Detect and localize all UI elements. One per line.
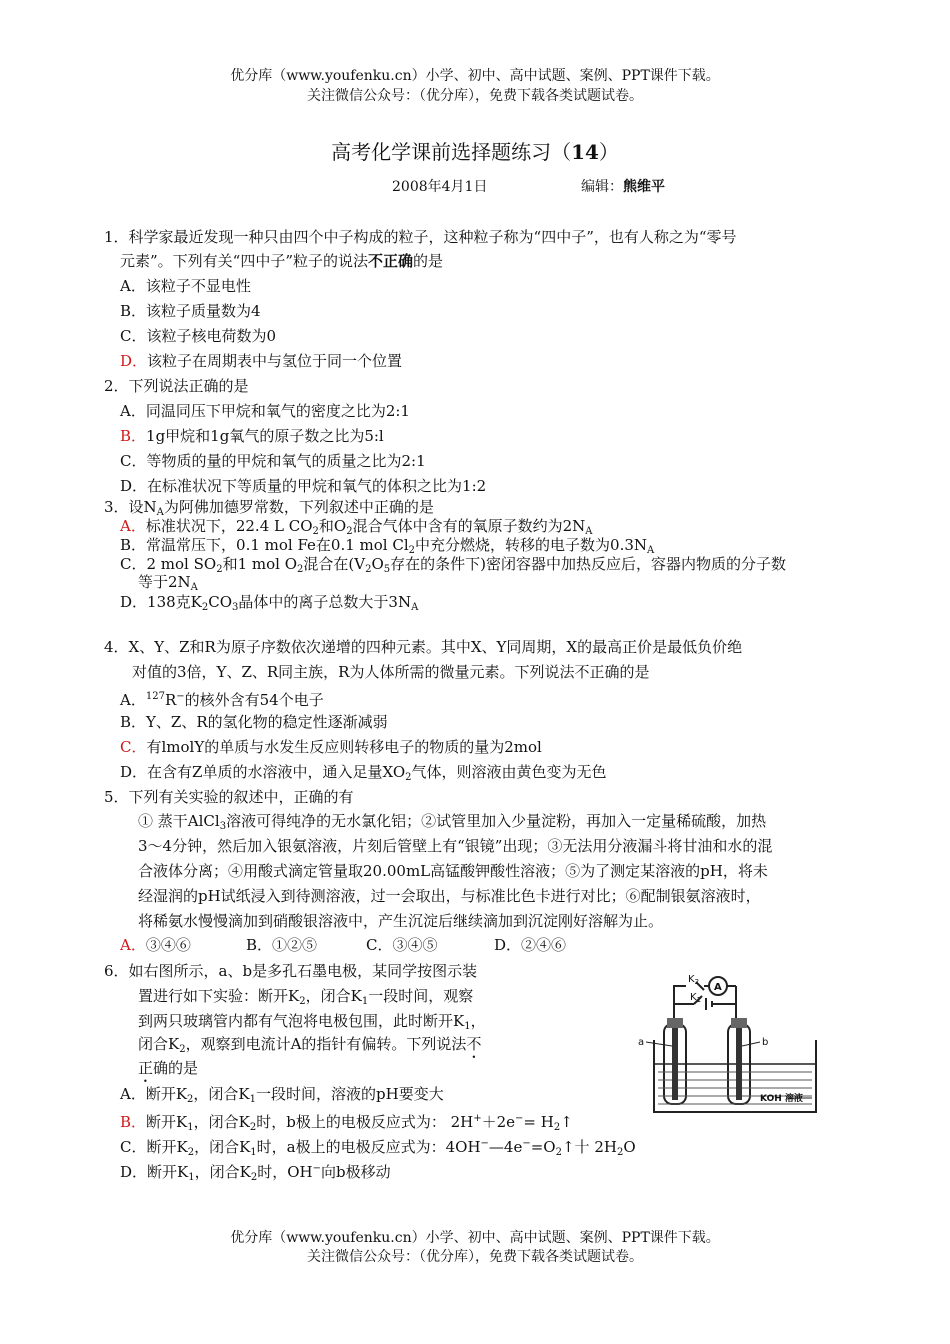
header-line-1: 优分库（www.youfenku.cn）小学、初中、高中试题、案例、PPT课件下载。	[230, 68, 720, 84]
q6-emphasis-2: 正	[138, 1059, 154, 1077]
q4-option-c-text: 有lmolY的单质与水发生反应则转移电子的物质的量为2mol	[146, 738, 542, 756]
q4-a-letter: A．	[120, 691, 146, 709]
q5-p1a: ① 蒸干AlCl	[138, 812, 220, 830]
q6-stem-line5	[138, 1057, 198, 1086]
q1-stem-line1: 1．科学家最近发现一种只由四个中子构成的粒子，这种粒子称为“四中子”，也有人称之为“零号	[104, 228, 737, 246]
q6-l2-p3: 1	[361, 996, 369, 1007]
q3-c-p4: 混合在(V	[303, 555, 366, 573]
q6-a-p0: A．断开K	[120, 1085, 188, 1103]
q6-c-p8: =O	[530, 1138, 556, 1156]
q4-d-sub: 2	[405, 772, 412, 783]
q6-l2-p1: 2	[299, 996, 306, 1007]
q3-c-p1: 2	[216, 564, 223, 575]
q6-c-p2: ，闭合K	[194, 1138, 251, 1156]
q5-stem: 5．下列有关实验的叙述中，正确的有	[104, 788, 354, 806]
q3-a-p1: 2	[312, 526, 319, 537]
q5-option-d: D．②④⑥	[494, 936, 567, 954]
q5-answer-letter: A．	[120, 936, 146, 954]
q4-d-a: D．在含有Z单质的水溶液中，通入足量XO	[120, 763, 406, 781]
q3-b-p1: 2	[408, 545, 416, 556]
electrolysis-diagram	[636, 972, 844, 1122]
q5-para-line5: 将稀氨水慢慢滴加到硝酸银溶液中，产生沉淀后继续滴加到沉淀刚好溶解为止。	[138, 912, 664, 930]
q1-answer-letter: D．	[120, 352, 148, 370]
q6-l2-p2: ，闭合K	[305, 987, 362, 1005]
q3-d-p2: CO	[208, 593, 233, 611]
q6-l4-p0: 闭合K	[138, 1035, 180, 1053]
q6-stem-line2	[138, 985, 473, 1013]
q3-c-p0: C．2 mol SO	[120, 555, 217, 573]
q3-option-d	[120, 591, 418, 619]
q6-l4-p1: 2	[179, 1044, 186, 1055]
header-line-2: 关注微信公众号：（优分库），免费下载各类试题试卷。	[307, 88, 643, 104]
q4-d-b: 气体，则溶液由黄色变为无色	[411, 763, 607, 781]
q3-a-p2: 和O	[318, 517, 347, 535]
q4-option-c	[120, 736, 542, 758]
q3-stem-a: 3．设N	[104, 498, 157, 516]
q3-d-p3: 3	[232, 602, 239, 613]
q6-b-p2: ，闭合K	[193, 1113, 250, 1131]
label-k1: $K_1$	[690, 992, 702, 1004]
q6-c-p1: 2	[187, 1147, 195, 1158]
q6-d-p3: 2	[250, 1172, 258, 1183]
q6-l4-p2: ，观察到电流计A的指针有偏转。下列说法	[185, 1035, 467, 1053]
q3-c-p2: 和1 mol O	[222, 555, 297, 573]
q2-stem: 2．下列说法正确的是	[104, 377, 249, 395]
q6-c-p10: ↑十 2H	[561, 1138, 617, 1156]
q3-c-p3: 2	[297, 564, 304, 575]
q6-a-p4: 一段时间，溶液的pH要变大	[256, 1085, 444, 1103]
q3-a-p0: 标准状况下，22.4 L CO	[145, 517, 313, 535]
label-koh: KOH 溶液	[760, 1094, 803, 1104]
q1-option-d	[120, 350, 402, 372]
label-a: a	[638, 1037, 645, 1048]
q3-c-p5: 2	[365, 564, 372, 575]
q6-l2-p4: 一段时间，观察	[368, 987, 474, 1005]
q4-answer-letter: C．	[120, 738, 147, 756]
q6-l2-p0: 置进行如下实验：断开K	[138, 987, 300, 1005]
electrode-a	[672, 1018, 678, 1100]
q4-a-mass: 127	[145, 691, 165, 702]
q6-d-p4: 时，OH	[257, 1163, 313, 1181]
q6-d-p1: 1	[188, 1172, 195, 1183]
date: 2008年4月1日	[392, 179, 488, 195]
q6-c-p12: O	[623, 1138, 636, 1156]
q1-stem-line2	[120, 250, 443, 272]
q2-option-b	[120, 425, 384, 447]
q3-c2-p1: A	[190, 582, 198, 593]
q3-a-p3: 2	[346, 526, 353, 537]
q6-b-p9: 2	[553, 1122, 561, 1133]
q6-b-p10: ↑	[560, 1113, 573, 1131]
q6-b-p3: 2	[249, 1122, 257, 1133]
q3-stem-sub: A	[156, 507, 164, 518]
q5-option-a-text: ③④⑥	[145, 936, 191, 954]
q1-option-c: C．该粒子核电荷数为0	[120, 327, 277, 345]
editor	[581, 176, 665, 196]
q6-stem-end: 确的是	[153, 1059, 199, 1077]
q4-a-charge: −	[176, 691, 185, 702]
title-number: 14	[571, 140, 599, 164]
q2-option-c: C．等物质的量的甲烷和氧气的质量之比为2:1	[120, 452, 426, 470]
q6-l3-p1: 1	[464, 1021, 471, 1032]
q5-p1b: 溶液可得纯净的无水氯化铝；②试管里加入少量淀粉，再加入一定量稀硫酸，加热	[226, 812, 767, 830]
q4-a-text: 的核外含有54个电子	[184, 691, 324, 709]
pointer-a	[646, 1042, 672, 1046]
footer-line-1: 优分库（www.youfenku.cn）小学、初中、高中试题、案例、PPT课件下载。	[230, 1230, 720, 1246]
editor-label: 编辑：	[581, 179, 623, 195]
q4-option-a	[120, 686, 324, 711]
q3-c-p8: 存在的条件下)密闭容器中加热反应后，容器内物质的分子数	[390, 555, 786, 573]
stopper-b	[731, 1018, 747, 1028]
q1-option-a: A．该粒子不显电性	[120, 277, 251, 295]
label-meter: A	[714, 982, 722, 993]
q3-c-p7: 5	[383, 564, 391, 575]
q1-stem-end: 的是	[413, 252, 444, 270]
page-title	[0, 136, 950, 165]
q2-option-a: A．同温同压下甲烷和氧气的密度之比为2:1	[120, 402, 410, 420]
q1-stem-part: 元素”。下列有关“四中子”粒子的说法	[120, 252, 369, 270]
q6-c-p7: −	[522, 1138, 531, 1149]
q3-d-p1: 2	[201, 602, 209, 613]
q3-stem-b: 为阿佛加德罗常数，下列叙述中正确的是	[163, 498, 434, 516]
q6-b-p0: 断开K	[146, 1113, 188, 1131]
q1-stem-emphasis: 不正确	[368, 252, 414, 270]
q4-option-b: B．Y、Z、R的氢化物的稳定性逐渐减弱	[120, 713, 388, 731]
editor-name: 熊维平	[623, 179, 665, 195]
q3-b-p2: 中充分燃烧，转移的电子数为0.3N	[415, 536, 648, 554]
q6-stem-line1: 6．如右图所示，a、b是多孔石墨电极，某同学按图示装	[104, 962, 478, 980]
q6-c-p6: —4e	[488, 1138, 523, 1156]
q3-b-p3: A	[647, 545, 655, 556]
q6-emphasis-1: 不	[466, 1035, 482, 1053]
q5-para-line4: 经湿润的pH试纸浸入到待测溶液，过一会取出，与标准比色卡进行对比；⑥配制银氨溶液时，	[138, 887, 761, 905]
q3-c2-p0: 等于2N	[138, 573, 191, 591]
q1-option-d-text: 该粒子在周期表中与氢位于同一个位置	[147, 352, 403, 370]
q4-stem-line1: 4．X、Y、Z和R为原子序数依次递增的四种元素。其中X、Y同周期，X的最高正价是最低负价绝	[104, 638, 743, 656]
q6-answer-letter: B．	[120, 1113, 147, 1131]
q5-para-line1	[138, 810, 766, 838]
q5-option-a	[120, 934, 191, 956]
stopper-a	[667, 1018, 683, 1028]
q3-answer-letter: A．	[120, 517, 146, 535]
q2-answer-letter: B．	[120, 427, 147, 445]
q6-c-p5: −	[480, 1138, 489, 1149]
q6-d-p2: ，闭合K	[194, 1163, 251, 1181]
q5-p1sub: 3	[219, 821, 227, 832]
q4-a-symbol: R	[164, 691, 177, 709]
q6-c-p9: 2	[555, 1147, 562, 1158]
q6-c-p3: 1	[250, 1147, 257, 1158]
q4-option-d	[120, 761, 607, 789]
q6-a-p3: 1	[249, 1094, 257, 1105]
q6-c-p11: 2	[616, 1147, 624, 1158]
electrode-b	[736, 1018, 742, 1100]
q6-option-d	[120, 1158, 391, 1189]
q6-b-p5: +	[473, 1113, 482, 1124]
q6-d-p6: 向b极移动	[320, 1163, 391, 1181]
q6-b-p1: 1	[187, 1122, 194, 1133]
q5-option-b: B．①②⑤	[246, 936, 318, 954]
q3-a-p5: A	[585, 526, 593, 537]
q6-b-p8: = H	[523, 1113, 554, 1131]
q6-l3-p2: ，	[470, 1012, 486, 1030]
q3-a-p4: 混合气体中含有的氧原子数约为2N	[352, 517, 586, 535]
q3-d-p5: A	[411, 602, 419, 613]
q6-d-p5: −	[312, 1163, 321, 1174]
q2-option-b-text: 1g甲烷和1g氧气的原子数之比为5:l	[146, 427, 384, 445]
q5-para-line3: 合液体分离；④用酸式滴定管量取20.00mL高锰酸钾酸性溶液；⑤为了测定某溶液的pH，将未	[138, 862, 768, 880]
footer-line-2: 关注微信公众号：（优分库），免费下载各类试题试卷。	[307, 1249, 643, 1265]
q6-a-p2: ，闭合K	[193, 1085, 250, 1103]
q6-b-p6: ＋2e	[481, 1113, 516, 1131]
q6-d-p0: D．断开K	[120, 1163, 189, 1181]
title-close: ）	[598, 140, 619, 164]
q6-option-a	[120, 1083, 444, 1111]
q6-c-p0: C．断开K	[120, 1138, 188, 1156]
q2-option-d: D．在标准状况下等质量的甲烷和氧气的体积之比为1:2	[120, 477, 487, 495]
q3-d-p4: 晶体中的离子总数大于3N	[238, 593, 412, 611]
q6-c-p4: 时，a极上的电极反应式为：4OH	[256, 1138, 481, 1156]
title-text: 高考化学课前选择题练习（	[331, 140, 572, 164]
q5-para-line2: 3～4分钟，然后加入银氨溶液，片刻后管壁上有“银镜”出现；③无法用分液漏斗将甘油和水的混	[138, 837, 773, 855]
q5-option-c: C．③④⑤	[366, 936, 438, 954]
label-b: b	[762, 1037, 769, 1048]
label-k2: $K_2$	[688, 974, 700, 986]
q6-b-p7: −	[515, 1113, 524, 1124]
q1-option-b: B．该粒子质量数为4	[120, 302, 261, 320]
q3-d-p0: D．138克K	[120, 593, 202, 611]
q6-a-p1: 2	[187, 1094, 194, 1105]
q6-b-p4: 时，b极上的电极反应式为： 2H	[256, 1113, 474, 1131]
q6-l3-p0: 到两只玻璃管内都有气泡将电极包围，此时断开K	[138, 1012, 465, 1030]
q3-c-p6: O	[371, 555, 384, 573]
q3-option-c	[120, 553, 786, 581]
q3-b-p0: B．常温常压下，0.1 mol Fe在0.1 mol Cl	[120, 536, 409, 554]
q4-stem-line2: 对值的3倍，Y、Z、R同主族，R为人体所需的微量元素。下列说法不正确的是	[132, 663, 650, 681]
